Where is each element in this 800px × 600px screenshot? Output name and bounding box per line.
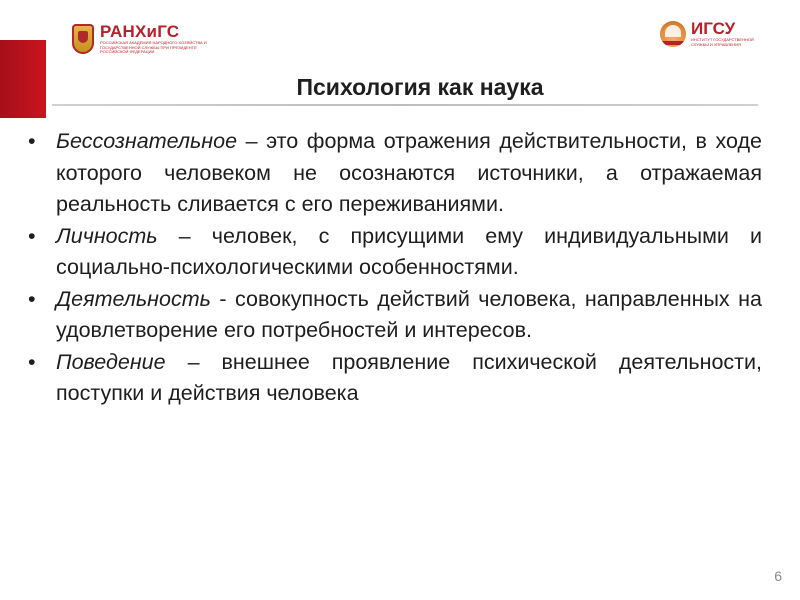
term-behavior: Поведение: [56, 349, 166, 374]
ranepa-logo-subtitle: РОССИЙСКАЯ АКАДЕМИЯ НАРОДНОГО ХОЗЯЙСТВА И ГОСУДАРСТВЕННОЙ СЛУЖБЫ ПРИ ПРЕЗИДЕНТЕ РОССИЙСКОЙ ФЕДЕРАЦИИ: [100, 40, 207, 55]
title-divider: [52, 104, 758, 106]
definition-behavior: – внешнее проявление психической деятельности, поступки и действия человека: [56, 349, 762, 405]
page-number: 6: [774, 568, 782, 584]
term-personality: Личность: [56, 223, 158, 248]
term-activity: Деятельность: [56, 286, 211, 311]
definition-unconscious: – это форма отражения действительности, в ходе которого человеком не осознаются источники, а отражаемая реальность сливается с его переживаниями.: [56, 129, 762, 216]
bullet-marker: •: [28, 286, 36, 311]
definition-activity: - совокупность действий человека, направленных на удовлетворение его потребностей и интересов.: [56, 286, 762, 342]
slide-title: Психология как наука: [296, 74, 544, 100]
igsu-logo-name: ИГСУ: [691, 19, 736, 38]
list-item: [28, 284, 762, 347]
definition-personality: – человек, с присущими ему индивидуальными и социально-психологическими особенностями.: [56, 223, 762, 279]
bullet-marker: •: [28, 129, 36, 153]
bullet-list: [28, 126, 762, 410]
igsu-logo-subtitle: ИНСТИТУТ ГОСУДАРСТВЕННОЙ СЛУЖБЫ И УПРАВЛЕНИЯ: [691, 37, 754, 47]
list-item: [28, 347, 762, 410]
list-item: [28, 126, 762, 221]
list-item: [28, 221, 762, 284]
bullet-marker: •: [28, 223, 36, 248]
igsu-logo: [660, 20, 761, 47]
dome-icon: [660, 21, 686, 47]
ranepa-logo: [72, 20, 212, 58]
crest-icon: [72, 24, 94, 54]
ranepa-logo-name: РАНХиГС: [100, 22, 180, 42]
term-unconscious: Бессознательное: [56, 129, 238, 153]
bullet-marker: •: [28, 349, 36, 374]
